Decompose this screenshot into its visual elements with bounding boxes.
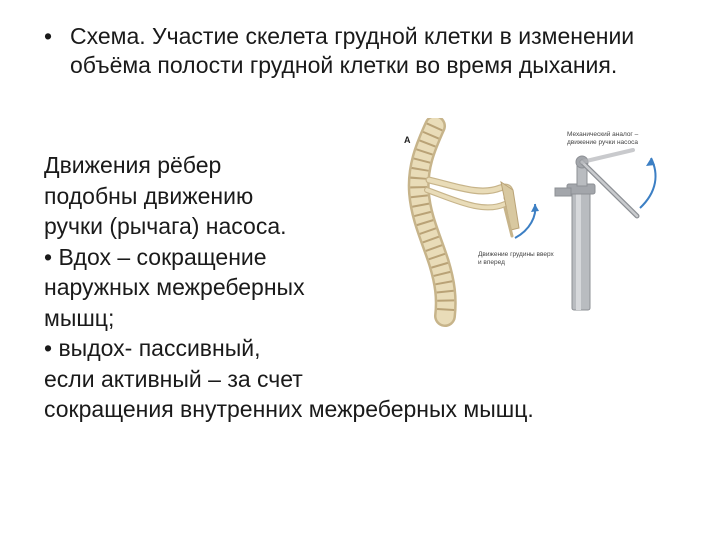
breathing-figure bbox=[395, 118, 695, 328]
heading-text: Схема. Участие скелета грудной клетки в изменении объёма полости грудной клетки во время дыхания. bbox=[70, 23, 635, 78]
body-line: • Вдох – сокращение bbox=[44, 243, 267, 270]
pump-icon bbox=[555, 150, 637, 310]
body-line: Движения рёбер bbox=[44, 152, 222, 178]
spine-and-pump-illustration bbox=[395, 118, 695, 328]
spine-icon bbox=[419, 126, 446, 316]
pump-caption: Механический аналог – движение ручки насоса bbox=[567, 131, 639, 146]
heading-bullet: • bbox=[44, 23, 53, 49]
slide-heading bbox=[44, 22, 684, 80]
rib-icon bbox=[427, 180, 519, 236]
body-line: наружных межреберных bbox=[44, 274, 305, 300]
body-line: • выдох- пассивный, bbox=[44, 335, 261, 361]
body-line: ручки (рычага) насоса. bbox=[44, 213, 287, 239]
rib-caption: Движение грудины вверх и вперед bbox=[478, 251, 554, 266]
body-line: подобны движению bbox=[44, 182, 254, 209]
body-line: если активный – за счет bbox=[44, 365, 303, 392]
panel-letter: А bbox=[404, 135, 411, 145]
body-line: мышц; bbox=[44, 304, 115, 331]
body-line: сокращения внутренних межреберных мышц. bbox=[44, 396, 534, 422]
